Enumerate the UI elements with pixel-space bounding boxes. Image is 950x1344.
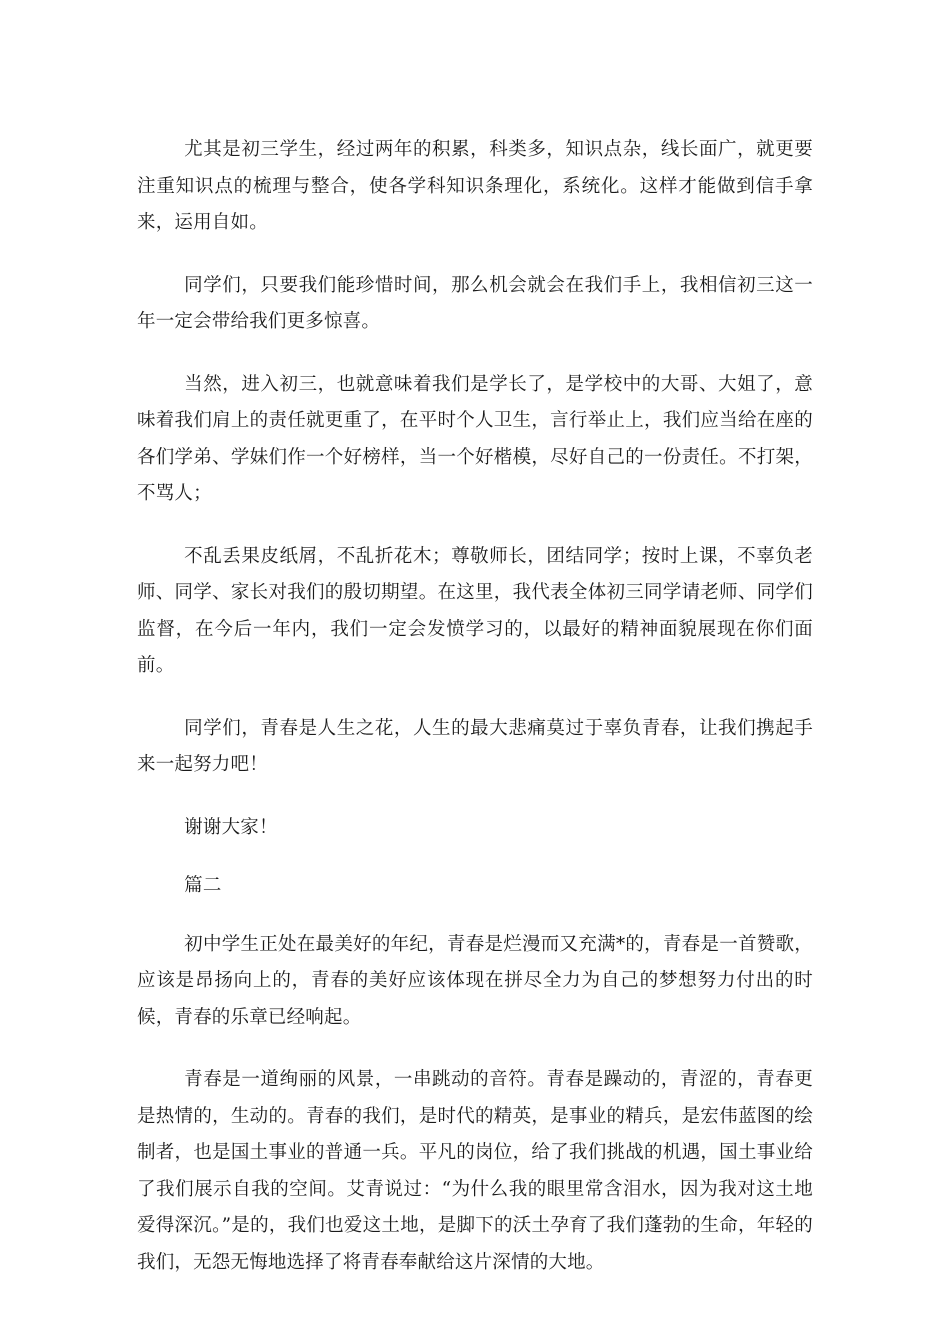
paragraph-1: 尤其是初三学生，经过两年的积累，科类多，知识点杂，线长面广，就更要注重知识点的梳理与整合，使各学科知识条理化，系统化。这样才能做到信手拿来，运用自如。 (137, 139, 813, 233)
paragraph-8: 初中学生正处在最美好的年纪，青春是烂漫而又充满*的，青春是一首赞歌，应该是昂扬向上的，青春的美好应该体现在拼尽全力为自己的梦想努力付出的时候，青春的乐章已经响起。 (137, 933, 813, 1028)
paragraph-3: 当然，进入初三，也就意味着我们是学长了，是学校中的大哥、大姐了，意味着我们肩上的责任就更重了，在平时个人卫生，言行举止上，我们应当给在座的各们学弟、学妹们作一个好榜样，当一个好楷模，尽好自己的一份责任。不打架，不骂人； (137, 373, 813, 504)
paragraph-2: 同学们，只要我们能珍惜时间，那么机会就会在我们手上，我相信初三这一年一定会带给我们更多惊喜。 (137, 274, 813, 332)
paragraph-4: 不乱丢果皮纸屑，不乱折花木；尊敬师长，团结同学；按时上课，不辜负老师、同学、家长对我们的殷切期望。在这里，我代表全体初三同学请老师、同学们监督，在今后一年内，我们一定会发愤学习的，以最好的精神面貌展现在你们面前。 (137, 545, 813, 676)
paragraph-5: 同学们，青春是人生之花，人生的最大悲痛莫过于辜负青春，让我们携起手来一起努力吧！ (137, 717, 813, 775)
paragraph-9: 青春是一道绚丽的风景，一串跳动的音符。青春是躁动的，青涩的，青春更是热情的，生动的。青春的我们，是时代的精英，是事业的精兵，是宏伟蓝图的绘制者，也是国土事业的普通一兵。平凡的岗位，给了我们挑战的机遇，国土事业给了我们展示自我的空间。艾青说过：“为什么我的眼里常含泪水，因为我对这土地爱得深沉。”是的，我们也爱这土地，是脚下的沃土孕育了我们蓬勃的生命，年轻的我们，无怨无悔地选择了将青春奉献给这片深情的大地。 (137, 1069, 813, 1273)
section-heading: 篇二 (184, 875, 222, 896)
document-page (137, 132, 813, 1307)
paragraph-6: 谢谢大家！ (184, 816, 278, 838)
